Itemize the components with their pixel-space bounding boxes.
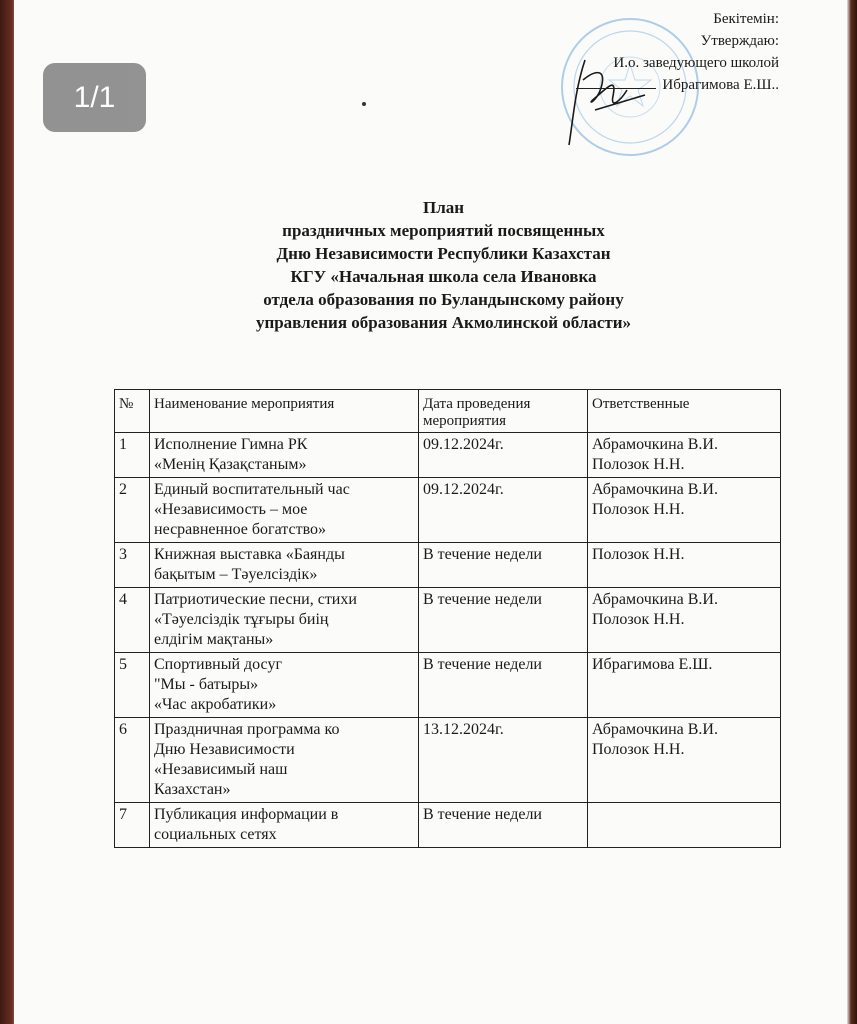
title-line: План — [422, 198, 465, 217]
cell-responsible: Абрамочкина В.И. Полозок Н.Н. — [588, 718, 781, 803]
cell-responsible — [588, 803, 781, 848]
events-table — [114, 389, 781, 848]
cell-num: 6 — [115, 718, 150, 803]
cell-num: 3 — [115, 543, 150, 588]
cell-name: Праздничная программа ко Дню Независимости «Независимый наш Казахстан» — [150, 718, 419, 803]
cell-name: Единый воспитательный час «Независимость – мое несравненное богатство» — [150, 478, 419, 543]
cell-date: 13.12.2024г. — [419, 718, 588, 803]
cell-num: 4 — [115, 588, 150, 653]
approval-block — [519, 8, 779, 96]
cell-date: 09.12.2024г. — [419, 433, 588, 478]
title-line: Дню Независимости Республики Казахстан — [276, 244, 611, 263]
signature-line — [576, 88, 656, 89]
cell-responsible: Ибрагимова Е.Ш. — [588, 653, 781, 718]
header-responsible: Ответственные — [588, 390, 781, 433]
cell-date: В течение недели — [419, 653, 588, 718]
cell-responsible: Абрамочкина В.И. Полозок Н.Н. — [588, 478, 781, 543]
table-header-row — [115, 390, 781, 433]
cell-date: В течение недели — [419, 803, 588, 848]
cell-date: 09.12.2024г. — [419, 478, 588, 543]
header-num: № — [115, 390, 150, 433]
cell-name: Публикация информации в социальных сетях — [150, 803, 419, 848]
approval-kz-label: Бекітемін: — [713, 11, 779, 27]
desk-edge-right — [847, 0, 857, 1024]
header-name: Наименование мероприятия — [150, 390, 419, 433]
approval-position: И.о. заведующего школой — [613, 55, 779, 71]
title-line: управления образования Акмолинской области» — [255, 313, 632, 332]
table-row — [115, 478, 781, 543]
approval-name-line — [519, 74, 779, 96]
approval-ru-label: Утверждаю: — [700, 33, 779, 49]
table-row — [115, 653, 781, 718]
document-title — [0, 196, 857, 334]
table-row — [115, 588, 781, 653]
cell-responsible: Абрамочкина В.И. Полозок Н.Н. — [588, 433, 781, 478]
cell-responsible: Полозок Н.Н. — [588, 543, 781, 588]
cell-name: Спортивный досуг "Мы - батыры» «Час акробатики» — [150, 653, 419, 718]
cell-name: Патриотические песни, стихи «Тәуелсіздік тұғыры биің елдігім мақтаны» — [150, 588, 419, 653]
table-row — [115, 543, 781, 588]
cell-num: 2 — [115, 478, 150, 543]
ink-dot — [362, 102, 366, 106]
cell-num: 7 — [115, 803, 150, 848]
title-line: отдела образования по Буландынскому району — [263, 290, 624, 309]
title-line: праздничных мероприятий посвященных — [282, 221, 605, 240]
table-row — [115, 803, 781, 848]
cell-num: 1 — [115, 433, 150, 478]
header-date: Дата проведения мероприятия — [419, 390, 588, 433]
table-row — [115, 433, 781, 478]
approval-name: Ибрагимова Е.Ш.. — [662, 77, 779, 93]
cell-name: Исполнение Гимна РК «Менің Қазақстаным» — [150, 433, 419, 478]
page-indicator: 1/1 — [43, 63, 146, 132]
cell-num: 5 — [115, 653, 150, 718]
cell-responsible: Абрамочкина В.И. Полозок Н.Н. — [588, 588, 781, 653]
title-line: КГУ «Начальная школа села Ивановка — [290, 267, 597, 286]
table-row — [115, 718, 781, 803]
cell-date: В течение недели — [419, 543, 588, 588]
cell-date: В течение недели — [419, 588, 588, 653]
cell-name: Книжная выставка «Баянды бақытым – Тәуелсіздік» — [150, 543, 419, 588]
